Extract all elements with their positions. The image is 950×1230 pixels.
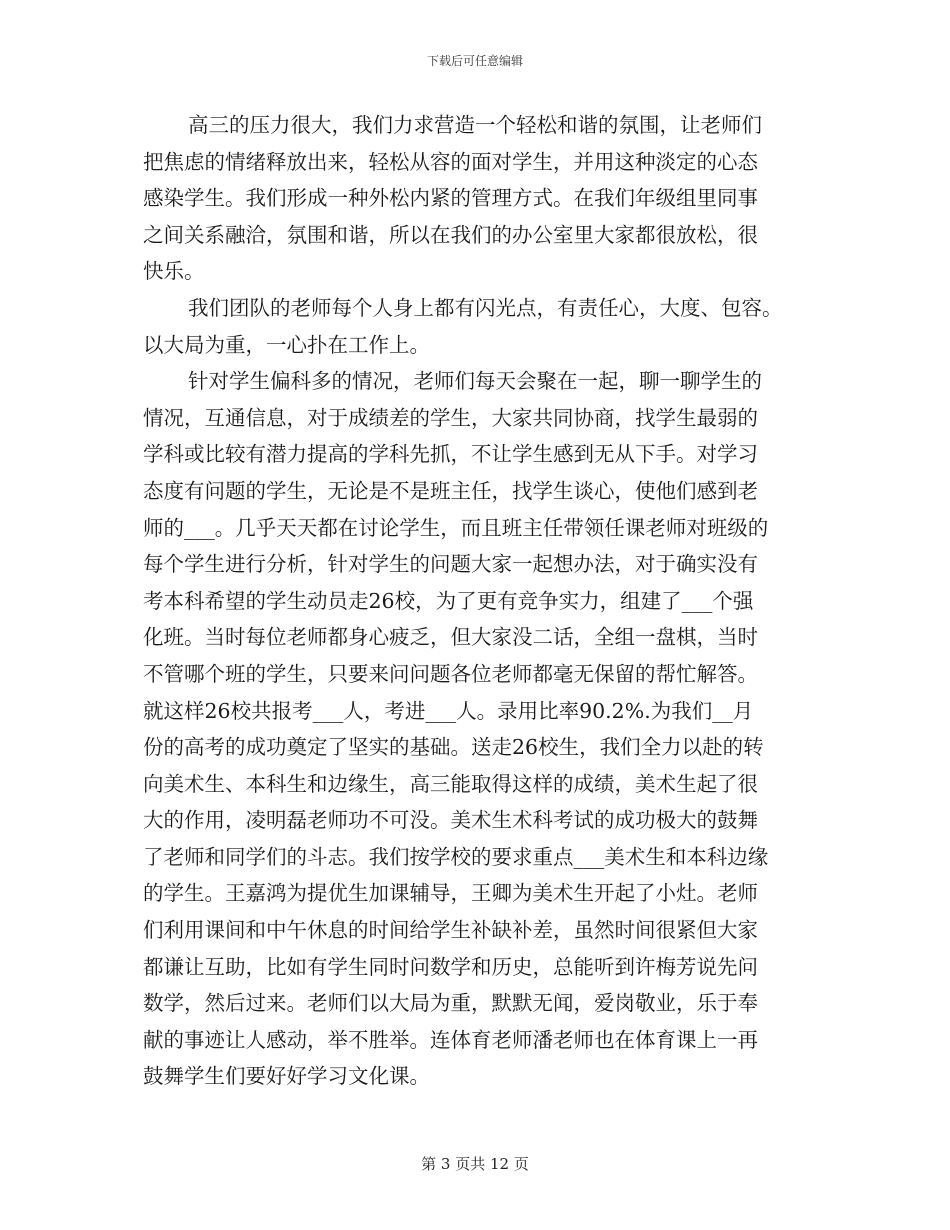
text-line: 之间关系融洽，氛围和谐，所以在我们的办公室里大家都很放松，很: [143, 222, 758, 247]
text-line: 份的高考的成功奠定了坚实的基础。送走26校生，我们全力以赴的转: [143, 735, 764, 760]
text-line: 以大局为重，一心扑在工作上。: [143, 332, 430, 357]
text-line: 们利用课间和中午休息的时间给学生补缺补差，虽然时间很紧但大家: [143, 918, 758, 943]
text-line: 每个学生进行分析，针对学生的问题大家一起想办法，对于确实没有: [143, 552, 758, 577]
text-line: 高三的压力很大，我们力求营造一个轻松和谐的氛围，让老师们: [188, 113, 762, 137]
text-line: 化班。当时每位老师都身心疲乏，但大家没二话，全组一盘棋，当时: [143, 625, 758, 650]
text-line: 不管哪个班的学生，只要来问问题各位老师都毫无保留的帮忙解答。: [143, 661, 758, 686]
page-footer: 第 3 页共 12 页: [421, 1155, 529, 1173]
text-line: 我们团队的老师每个人身上都有闪光点，有责任心，大度、包容。: [188, 295, 783, 320]
text-line: 快乐。: [143, 259, 205, 284]
text-line: 针对学生偏科多的情况，老师们每天会聚在一起，聊一聊学生的: [188, 369, 762, 394]
text-line: 情况，互通信息，对于成绩差的学生，大家共同协商，找学生最弱的: [143, 405, 758, 430]
text-line: 就这样26校共报考___人，考进___人。录用比率90.2%.为我们__月: [143, 698, 754, 723]
text-line: 态度有问题的学生，无论是不是班主任，找学生谈心，使他们感到老: [143, 478, 758, 503]
text-line: 大的作用，凌明磊老师功不可没。美术生术科考试的成功极大的鼓舞: [143, 808, 758, 833]
text-line: 的学生。王嘉鸿为提优生加课辅导，王卿为美术生开起了小灶。老师: [143, 881, 758, 906]
document-body: [143, 107, 813, 1095]
text-line: 考本科希望的学生动员走26校，为了更有竞争实力，组建了___个强: [143, 588, 754, 613]
text-line: 鼓舞学生们要好好学习文化课。: [143, 1064, 430, 1089]
text-line: 把焦虑的情绪释放出来，轻松从容的面对学生，并用这种淡定的心态: [143, 149, 758, 174]
text-line: 献的事迹让人感动，举不胜举。连体育老师潘老师也在体育课上一再: [143, 1027, 758, 1052]
text-line: 向美术生、本科生和边缘生，高三能取得这样的成绩，美术生起了很: [143, 771, 758, 796]
text-line: 都谦让互助，比如有学生同时问数学和历史，总能听到许梅芳说先问: [143, 954, 758, 979]
text-line: 了老师和同学们的斗志。我们按学校的要求重点___美术生和本科边缘: [143, 844, 769, 869]
text-line: 学科或比较有潜力提高的学科先抓，不让学生感到无从下手。对学习: [143, 442, 758, 467]
page-header: 下载后可任意编辑: [426, 54, 523, 68]
text-line: 师的___。几乎天天都在讨论学生，而且班主任带领任课老师对班级的: [143, 515, 769, 540]
text-line: 感染学生。我们形成一种外松内紧的管理方式。在我们年级组里同事: [143, 186, 758, 211]
text-line: 数学，然后过来。老师们以大局为重，默默无闻，爱岗敬业，乐于奉: [143, 991, 758, 1016]
